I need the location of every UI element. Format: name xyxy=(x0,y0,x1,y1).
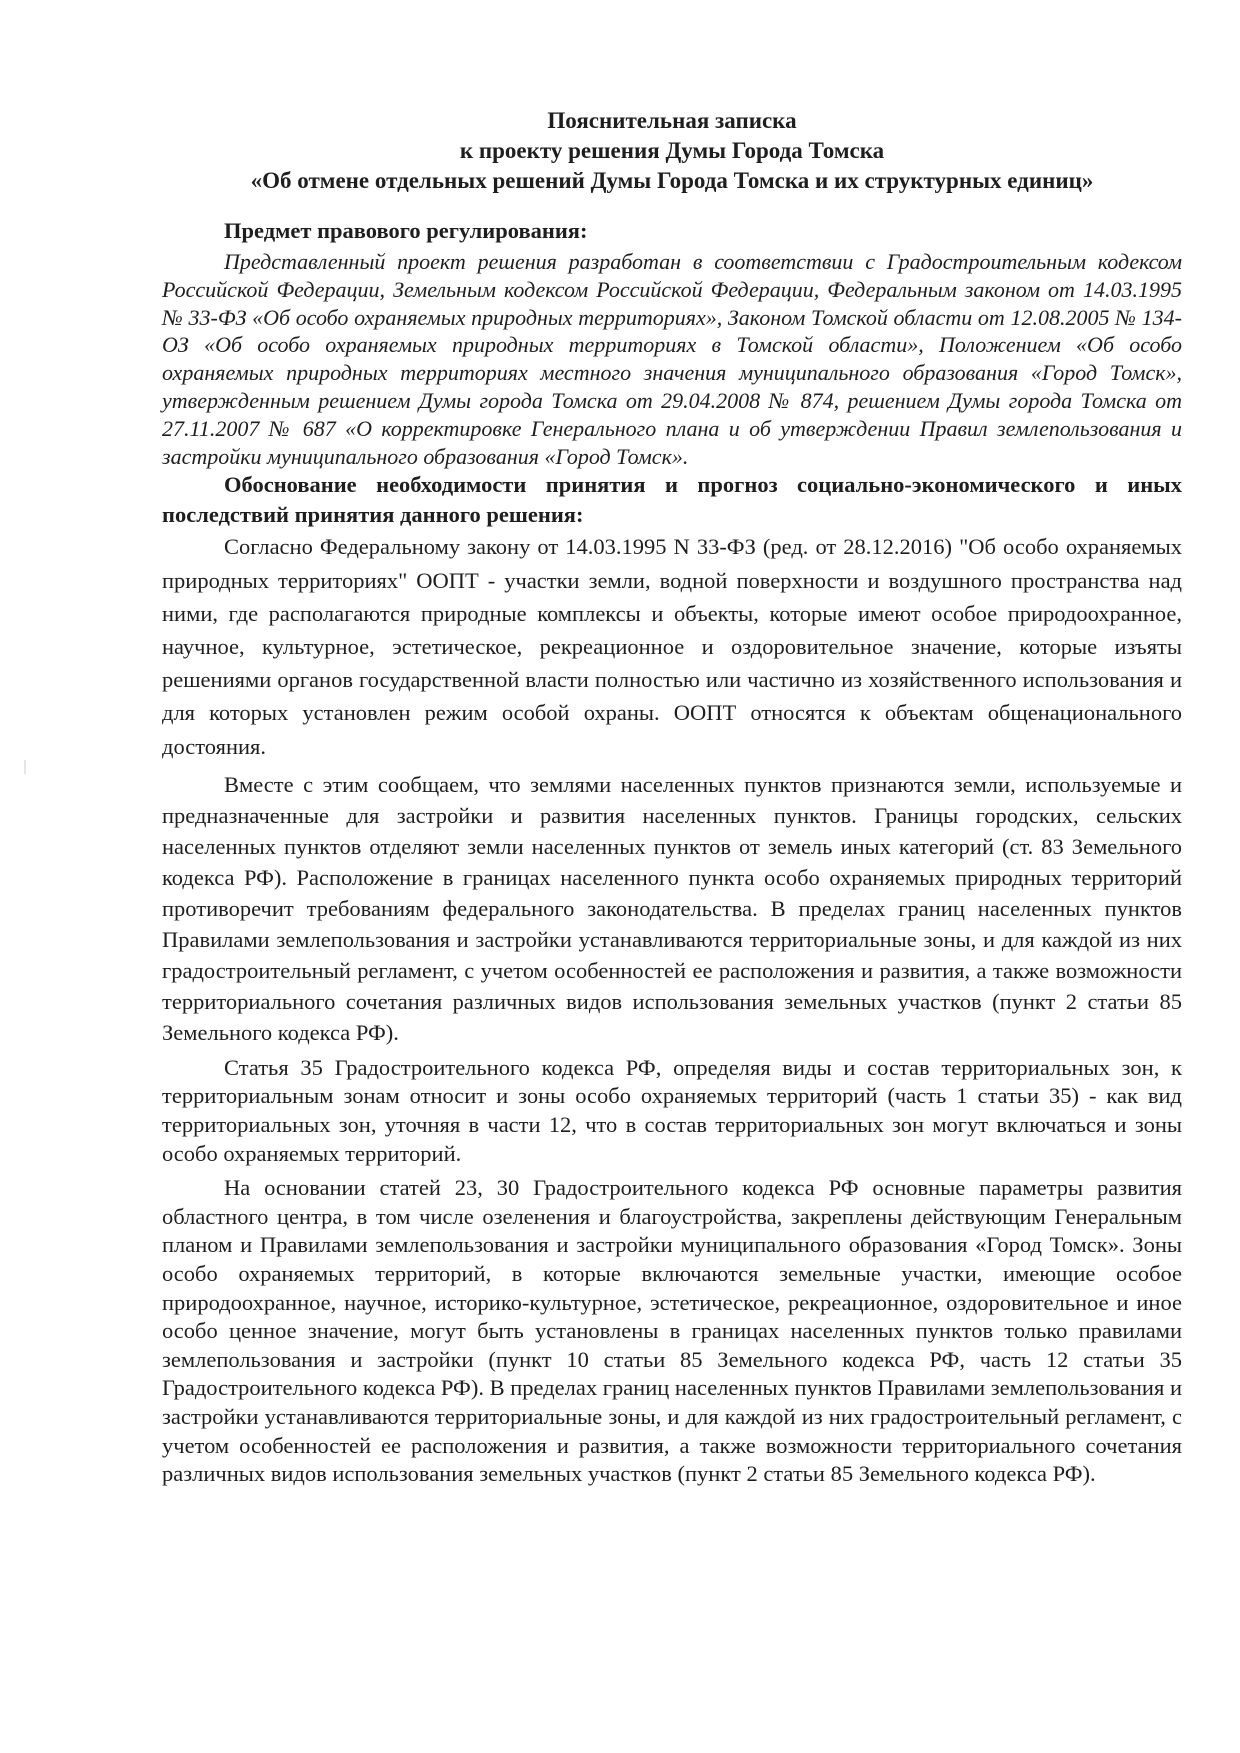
justification-paragraph-4: На основании статей 23, 30 Градостроительного кодекса РФ основные параметры развития областного центра, в том числе озеленения и благоустройства, закреплены действующим Генеральным планом и Правилами землепользования и застройки муниципального образования «Город Томск». Зоны особо охраняемых территорий, в которые включаются земельные участки, имеющие особое природоохранное, научное, историко-культурное, эстетическое, рекреационное, оздоровительное и иное особо ценное значение, могут быть установлены в границах населенных пунктов только правилами землепользования и застройки (пункт 10 статьи 85 Земельного кодекса РФ, часть 12 статьи 35 Градостроительного кодекса РФ). В пределах границ населенных пунктов Правилами землепользования и застройки устанавливаются территориальные зоны, и для каждой из них градостроительный регламент, с учетом особенностей ее расположения и развития, а также возможности территориального сочетания различных видов использования земельных участков (пункт 2 статьи 85 Земельного кодекса РФ). xyxy=(162,1175,1182,1487)
document-body xyxy=(162,106,1182,1489)
document-title xyxy=(162,106,1182,196)
justification-paragraph-1: Согласно Федеральному закону от 14.03.1995 N 33-ФЗ (ред. от 28.12.2016) "Об особо охраняемых природных территориях" ООПТ - участки земли, водной поверхности и воздушного пространства над ними, где располагаются природные комплексы и объекты, которые имеют особое природоохранное, научное, культурное, эстетическое, рекреационное и оздоровительное значение, которые изъяты решениями органов государственной власти полностью или частично из хозяйственного использования и для которых установлен режим особой охраны. ООПТ относятся к объектам общенационального достояния. xyxy=(162,534,1182,759)
title-line-1: Пояснительная записка xyxy=(547,108,797,133)
title-line-3: «Об отмене отдельных решений Думы Города Томска и их структурных единиц» xyxy=(250,168,1094,193)
justification-paragraph-3: Статья 35 Градостроительного кодекса РФ, определяя виды и состав территориальных зон, к территориальным зонам относит и зоны особо охраняемых территорий (часть 1 статьи 35) - как вид территориальных зон, уточняя в части 12, что в состав территориальных зон могут включаться и зоны особо охраняемых территорий. xyxy=(162,1054,1182,1166)
scan-artifact xyxy=(24,760,26,774)
section-heading-justification: Обоснование необходимости принятия и прогноз социально-экономического и иных последствий принятия данного решения: xyxy=(162,472,1182,528)
title-line-2: к проекту решения Думы Города Томска xyxy=(459,138,885,163)
justification-paragraph-2: Вместе с этим сообщаем, что землями населенных пунктов признаются земли, используемые и предназначенные для застройки и развития населенных пунктов. Границы городских, сельских населенных пунктов отделяют земли населенных пунктов от земель иных категорий (ст. 83 Земельного кодекса РФ). Расположение в границах населенного пункта особо охраняемых природных территорий противоречит требованиям федерального законодательства. В пределах границ населенных пунктов Правилами землепользования и застройки устанавливаются территориальные зоны, и для каждой из них градостроительный регламент, с учетом особенностей ее расположения и развития, а также возможности территориального сочетания различных видов использования земельных участков (пункт 2 статьи 85 Земельного кодекса РФ). xyxy=(162,771,1182,1045)
section-heading-subject: Предмет правового регулирования: xyxy=(224,218,588,243)
subject-paragraph: Представленный проект решения разработан в соответствии с Градостроительным кодексом Российской Федерации, Земельным кодексом Российской Федерации, Федеральным законом от 14.03.1995 № 33-ФЗ «Об особо охраняемых природных территориях», Законом Томской области от 12.08.2005 № 134-ОЗ «Об особо охраняемых природных территориях в Томской области», Положением «Об особо охраняемых природных территориях местного значения муниципального образования «Город Томск», утвержденным решением Думы города Томска от 29.04.2008 № 874, решением Думы города Томска от 27.11.2007 № 687 «О корректировке Генерального плана и об утверждении Правил землепользования и застройки муниципального образования «Город Томск». xyxy=(162,249,1182,469)
